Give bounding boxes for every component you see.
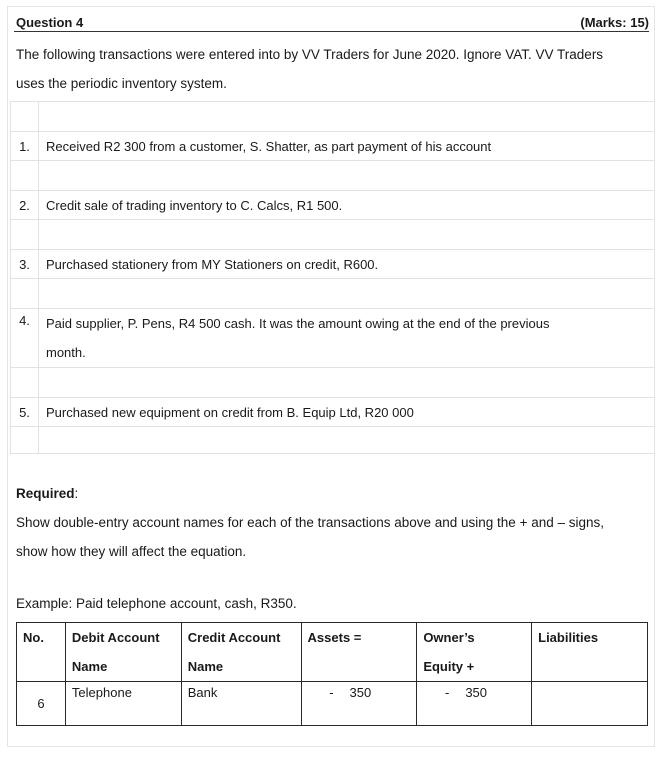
- header-debit-line-2: Name: [71, 659, 108, 674]
- transaction-text: Credit sale of trading inventory to C. Calcs, R1 500.: [39, 191, 655, 220]
- row-liabilities: [532, 682, 648, 726]
- spacer-row: [11, 161, 655, 191]
- transaction-number: 1.: [11, 132, 39, 161]
- header-debit: [65, 623, 181, 682]
- header-no: No.: [17, 623, 66, 682]
- spacer-row: [11, 427, 655, 454]
- required-section: [16, 479, 652, 566]
- transaction-text: [39, 309, 655, 368]
- transaction-number: 5.: [11, 398, 39, 427]
- example-caption: Example: Paid telephone account, cash, R350.: [16, 596, 297, 611]
- spacer-row: [11, 102, 655, 132]
- header-credit: [181, 623, 301, 682]
- header-liabilities: Liabilities: [532, 623, 648, 682]
- intro-line-1: The following transactions were entered into by VV Traders for June 2020. Ignore VAT. VV Traders: [16, 47, 604, 62]
- header-equity-line-1: Owner’s: [423, 630, 475, 645]
- header-assets: Assets =: [301, 623, 417, 682]
- example-table: [16, 622, 648, 726]
- required-line-2: show how they will affect the equation.: [16, 544, 247, 559]
- question-title: Question 4: [16, 15, 84, 30]
- row-debit: Telephone: [65, 682, 181, 726]
- header-equity: [417, 623, 532, 682]
- row-no: 6: [17, 682, 66, 726]
- header-credit-line-2: Name: [187, 659, 224, 674]
- transaction-text-line-1: Paid supplier, P. Pens, R4 500 cash. It was the amount owing at the end of the previous: [46, 316, 550, 331]
- transaction-number: 3.: [11, 250, 39, 279]
- transaction-row: [11, 132, 655, 161]
- header-equity-line-2: Equity +: [423, 659, 475, 674]
- question-marks: (Marks: 15): [580, 15, 649, 30]
- transaction-row: [11, 309, 655, 368]
- transactions-table: [10, 101, 655, 454]
- spacer-row: [11, 220, 655, 250]
- example-header-row: [17, 623, 648, 682]
- equity-amount: 350: [465, 685, 488, 700]
- row-credit: Bank: [181, 682, 301, 726]
- transaction-row: [11, 191, 655, 220]
- question-header: [14, 13, 649, 32]
- row-assets: [301, 682, 417, 726]
- required-line-1: Show double-entry account names for each of the transactions above and using the + and – signs,: [16, 515, 605, 530]
- transaction-number: 4.: [11, 309, 39, 368]
- transaction-row: [11, 250, 655, 279]
- transaction-text: Purchased stationery from MY Stationers on credit, R600.: [39, 250, 655, 279]
- intro-line-2: uses the periodic inventory system.: [16, 76, 227, 91]
- transaction-row: [11, 398, 655, 427]
- intro-text: [16, 40, 652, 98]
- transaction-text: Purchased new equipment on credit from B. Equip Ltd, R20 000: [39, 398, 655, 427]
- required-label: Required: [16, 486, 75, 501]
- assets-sign: -: [329, 685, 334, 700]
- required-colon: :: [74, 486, 79, 501]
- assets-amount: 350: [349, 685, 372, 700]
- header-debit-line-1: Debit Account: [71, 630, 160, 645]
- spacer-row: [11, 368, 655, 398]
- example-row: [17, 682, 648, 726]
- header-credit-line-1: Credit Account: [187, 630, 281, 645]
- transaction-text: Received R2 300 from a customer, S. Shatter, as part payment of his account: [39, 132, 655, 161]
- equity-sign: -: [444, 685, 450, 700]
- spacer-row: [11, 279, 655, 309]
- transaction-number: 2.: [11, 191, 39, 220]
- row-equity: [417, 682, 532, 726]
- transaction-text-line-2: month.: [46, 345, 86, 360]
